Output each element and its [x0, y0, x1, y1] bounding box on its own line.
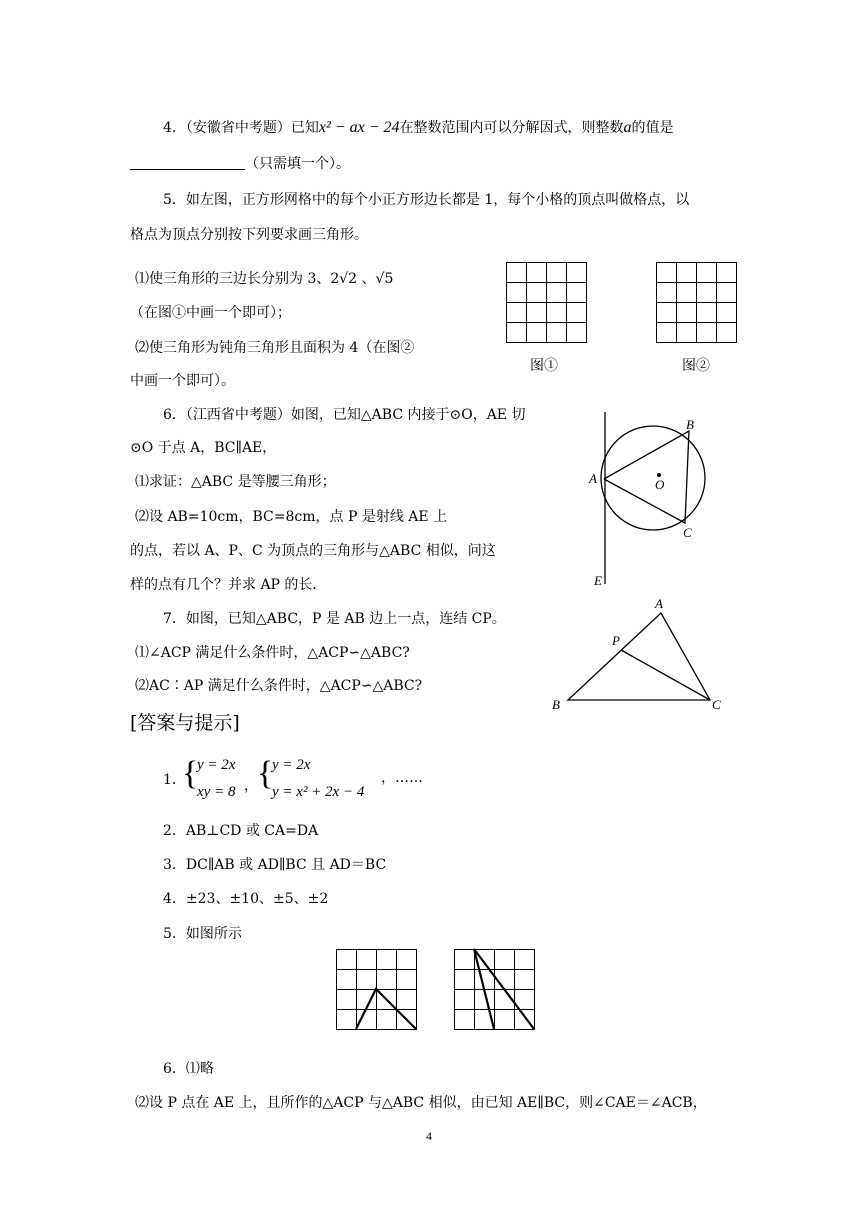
- q6-part2: ⑵设 AB=10cm，BC=8cm，点 P 是射线 AE 上: [135, 509, 448, 525]
- system1-bottom: xy = 8: [197, 784, 236, 800]
- q5-line2: 格点为顶点分别按下列要求画三角形。: [130, 227, 368, 243]
- label-B: B: [686, 417, 694, 432]
- system1-brace: {: [182, 755, 199, 792]
- label-A: A: [589, 471, 597, 486]
- q6-part3: 的点，若以 A、P、C 为顶点的三角形与△ABC 相似，问这: [130, 543, 496, 559]
- answer-1-tail: ，……: [381, 770, 423, 786]
- system2-brace: {: [257, 755, 274, 792]
- q4-num: 4．: [163, 120, 186, 136]
- q7-line1: 7．如图，已知△ABC，P 是 AB 边上一点，连结 CP。: [163, 611, 506, 627]
- q4-source: （安徽省中考题）已知: [185, 120, 319, 136]
- q6-line2: ⊙O 于点 A，BC∥AE，: [130, 440, 277, 456]
- q7-part2: ⑵AC∶AP 满足什么条件时，△ACP∽△ABC?: [135, 678, 423, 694]
- q5-part2a: ⑵使三角形为钝角三角形且面积为 4（在图②: [135, 340, 415, 356]
- q6-part4: 样的点有几个？并求 AP 的长．: [130, 577, 327, 593]
- answer-6b: ⑵设 P 点在 AE 上，且所作的△ACP 与△ABC 相似，由已知 AE∥BC，则∠CAE＝∠ACB，: [135, 1095, 707, 1111]
- q5-part2b: 中画一个即可）。: [130, 373, 235, 389]
- system2-top: y = 2x: [272, 757, 311, 773]
- q4-line2: [130, 154, 350, 174]
- label-O: O: [655, 477, 665, 492]
- q4-tail: （只需填一个）。: [245, 156, 350, 172]
- q5-part1b: （在图①中画一个即可）；: [130, 305, 291, 321]
- figure-2-caption: 图②: [682, 358, 710, 374]
- q5-line1: 5．如左图，正方形网格中的每个小正方形边长都是 1，每个小格的顶点叫做格点，以: [163, 192, 690, 208]
- answer-4: 4．±23、±10、±5、±2: [163, 891, 329, 907]
- q7-part1: ⑴∠ACP 满足什么条件时，△ACP∽△ABC?: [135, 645, 410, 661]
- label-E: E: [594, 573, 602, 588]
- answers-heading: [答案与提示]: [130, 712, 240, 734]
- q4-mid: 在整数范围内可以分解因式，则整数: [399, 120, 624, 136]
- answer-6: 6．⑴略: [163, 1061, 214, 1077]
- label-B2: B: [552, 697, 560, 712]
- answer-5: 5．如图所示: [163, 926, 242, 942]
- answer-1-sep: ，: [244, 778, 258, 794]
- page-number: 4: [426, 1129, 432, 1143]
- grid-figure-1: [506, 262, 588, 344]
- label-C2: C: [712, 697, 721, 712]
- answer-grid-1: [336, 949, 418, 1031]
- q4-answer-blank: [130, 155, 245, 170]
- system2-bottom: y = x² + 2x − 4: [272, 784, 365, 800]
- q6-line1: 6．（江西省中考题）如图，已知△ABC 内接于⊙O，AE 切: [163, 407, 526, 423]
- q4-expr: x² − ax − 24: [318, 119, 400, 136]
- q4-line1: [163, 118, 674, 138]
- label-A2: A: [655, 596, 663, 611]
- system1-top: y = 2x: [197, 757, 236, 773]
- answer-2: 2．AB⊥CD 或 CA=DA: [163, 823, 319, 839]
- label-C: C: [683, 525, 692, 540]
- figure-1-caption: 图①: [530, 358, 558, 374]
- q4-end: 的值是: [631, 120, 674, 136]
- answer-3: 3．DC∥AB 或 AD∥BC 且 AD＝BC: [163, 857, 387, 873]
- q5-part1a: ⑴使三角形的三边长分别为 3、2√2 、√5: [135, 271, 394, 287]
- q4-var: a: [623, 119, 632, 136]
- answer-grid-2: [454, 949, 536, 1031]
- q6-part1: ⑴求证：△ABC 是等腰三角形；: [135, 474, 336, 490]
- grid-figure-2: [656, 262, 738, 344]
- triangle-figure: [548, 596, 728, 716]
- label-P: P: [612, 633, 620, 648]
- answer-1-num: 1．: [163, 772, 186, 788]
- circle-triangle-figure: [585, 410, 715, 590]
